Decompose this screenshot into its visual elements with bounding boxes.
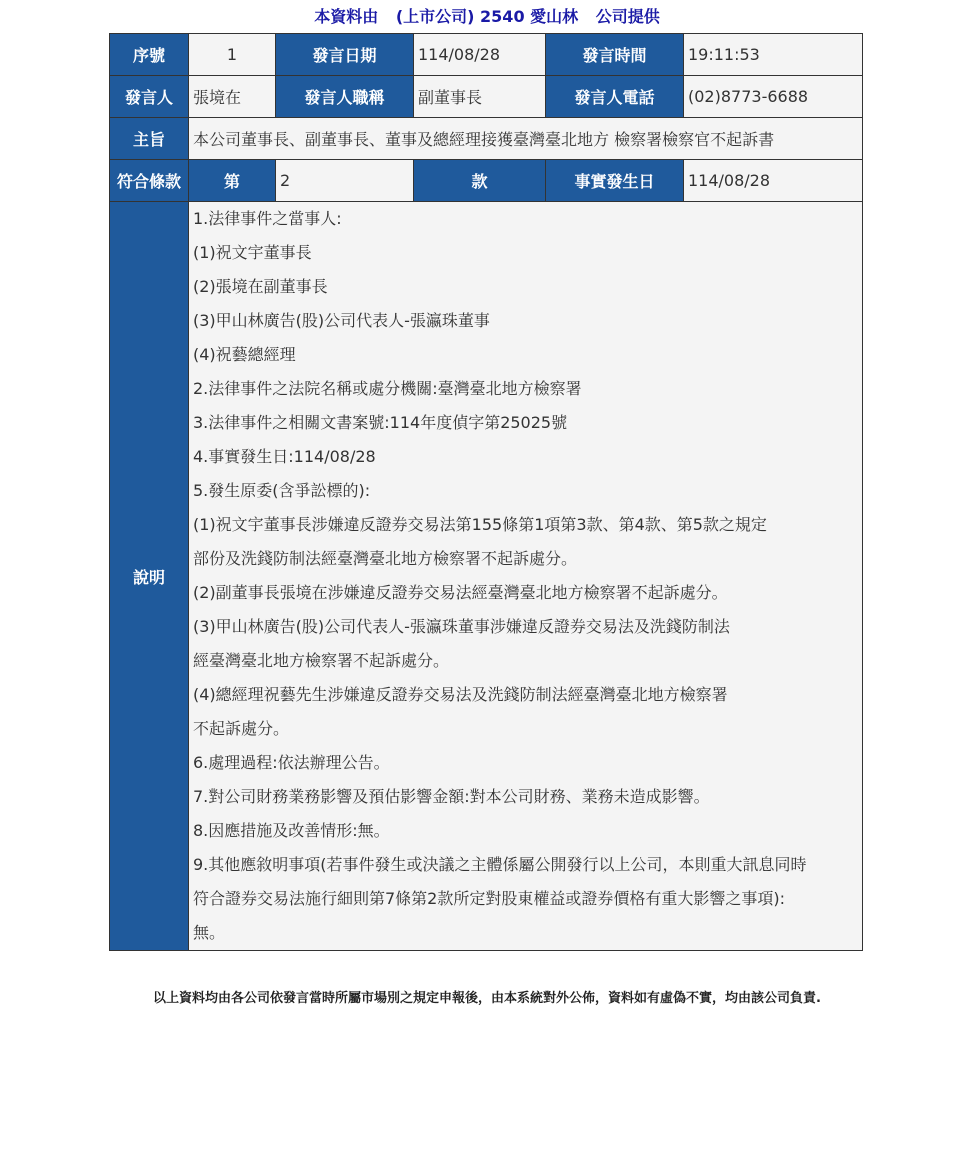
description-line: (2)張境在副董事長	[193, 277, 328, 296]
description-line: 1.法律事件之當事人:	[193, 209, 342, 228]
table-row	[110, 76, 863, 118]
description-line: 4.事實發生日:114/08/28	[193, 447, 376, 466]
table-row	[110, 160, 863, 202]
description-line: (3)甲山林廣告(股)公司代表人-張瀛珠董事	[193, 311, 490, 330]
fact-date-value: 114/08/28	[684, 160, 863, 202]
description-line: 經臺灣臺北地方檢察署不起訴處分。	[193, 651, 450, 670]
serial-label: 序號	[110, 34, 189, 76]
clause-label: 符合條款	[110, 160, 189, 202]
table-row	[110, 118, 863, 160]
speaker-title-label: 發言人職稱	[276, 76, 414, 118]
description-line: (4)總經理祝藝先生涉嫌違反證券交易法及洗錢防制法經臺灣臺北地方檢察署	[193, 685, 728, 704]
description-line: 5.發生原委(含爭訟標的):	[193, 481, 371, 500]
description-line: 不起訴處分。	[193, 719, 290, 738]
speaker-label: 發言人	[110, 76, 189, 118]
fact-date-label: 事實發生日	[546, 160, 684, 202]
description-line: (2)副董事長張境在涉嫌違反證券交易法經臺灣臺北地方檢察署不起訴處分。	[193, 583, 728, 602]
header-company: (上市公司) 2540 愛山林	[395, 7, 579, 26]
description-line: 9.其他應敘明事項(若事件發生或決議之主體係屬公開發行以上公司，本則重大訊息同時	[193, 855, 807, 874]
table-row	[110, 34, 863, 76]
phone-label: 發言人電話	[546, 76, 684, 118]
description-line: (3)甲山林廣告(股)公司代表人-張瀛珠董事涉嫌違反證券交易法及洗錢防制法	[193, 617, 730, 636]
description-line: (1)祝文宇董事長涉嫌違反證券交易法第155條第1項第3款、第4款、第5款之規定	[193, 515, 767, 534]
time-value: 19:11:53	[684, 34, 863, 76]
phone-value: (02)8773-6688	[684, 76, 863, 118]
description-line: 7.對公司財務業務影響及預估影響金額:對本公司財務、業務未造成影響。	[193, 787, 710, 806]
clause-prefix: 第	[189, 160, 276, 202]
speaker-value: 張境在	[189, 76, 276, 118]
description-line: (1)祝文宇董事長	[193, 243, 312, 262]
speaker-title-value: 副董事長	[414, 76, 546, 118]
description-line: 6.處理過程:依法辦理公告。	[193, 753, 390, 772]
description-line: 8.因應措施及改善情形:無。	[193, 821, 390, 840]
description-line: 部份及洗錢防制法經臺灣臺北地方檢察署不起訴處分。	[193, 549, 578, 568]
table-row	[110, 202, 863, 951]
date-value: 114/08/28	[414, 34, 546, 76]
disclaimer-note: 以上資料均由各公司依發言當時所屬市場別之規定申報後，由本系統對外公佈，資料如有虛偽不實，均由該公司負責.	[153, 991, 821, 1006]
clause-number: 2	[276, 160, 414, 202]
clause-suffix: 款	[414, 160, 546, 202]
serial-value: 1	[189, 34, 276, 76]
subject-label: 主旨	[110, 118, 189, 160]
description-line: 無。	[193, 923, 226, 942]
description-body	[189, 202, 863, 951]
announcement-table	[109, 33, 863, 951]
header-source-prefix: 本資料由	[314, 7, 379, 26]
description-line: 符合證券交易法施行細則第7條第2款所定對股東權益或證券價格有重大影響之事項):	[193, 889, 785, 908]
description-label: 說明	[110, 202, 189, 951]
page-title	[0, 4, 974, 27]
header-source-suffix: 公司提供	[595, 7, 660, 26]
description-line: 3.法律事件之相關文書案號:114年度偵字第25025號	[193, 413, 568, 432]
description-line: 2.法律事件之法院名稱或處分機關:臺灣臺北地方檢察署	[193, 379, 582, 398]
date-label: 發言日期	[276, 34, 414, 76]
time-label: 發言時間	[546, 34, 684, 76]
subject-value: 本公司董事長、副董事長、董事及總經理接獲臺灣臺北地方 檢察署檢察官不起訴書	[189, 118, 863, 160]
description-line: (4)祝藝總經理	[193, 345, 296, 364]
